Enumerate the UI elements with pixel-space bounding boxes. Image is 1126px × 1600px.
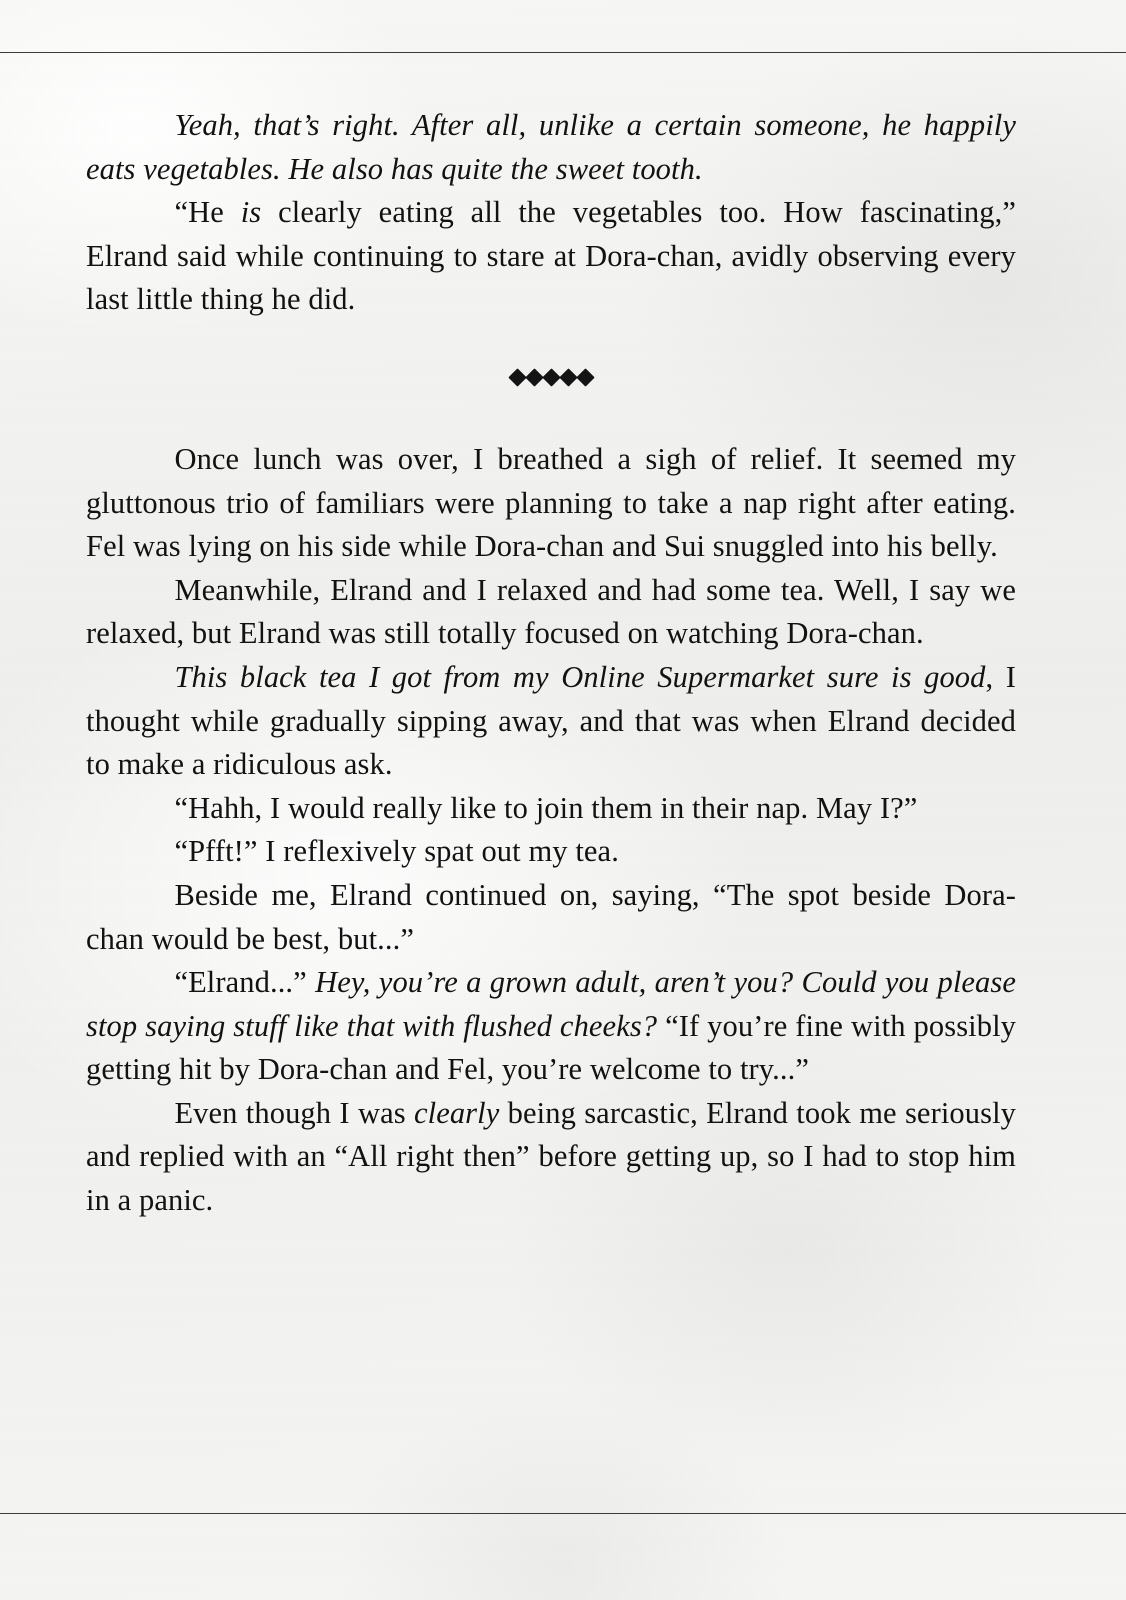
diamond-divider: [86, 366, 1016, 388]
diamond-icon: [525, 368, 543, 386]
italic-run: is: [240, 195, 262, 230]
text-run: “Hahh, I would really like to join them in their nap. May I?”: [174, 790, 918, 825]
text-run: , I thought while gradually sipping away, and that was when Elrand decided to make a ridiculous ask.: [86, 659, 1016, 782]
page-text-block: [86, 104, 1016, 1223]
text-run: “Elrand...”: [174, 965, 316, 1000]
paragraph-2: [86, 191, 1016, 322]
paragraph-10: [86, 1092, 1016, 1223]
paragraph-7: [86, 830, 1016, 874]
paragraph-4: [86, 569, 1016, 656]
italic-run: Hey, you’re a grown adult, aren’t you? Could you please stop saying stuff like that with flushed cheeks?: [86, 965, 1017, 1043]
page-top-rule: [0, 52, 1126, 53]
italic-run: clearly: [413, 1095, 500, 1130]
paragraph-1: [86, 104, 1016, 191]
text-run: “If you’re fine with possibly getting hit by Dora-chan and Fel, you’re welcome to try...”: [86, 1008, 1017, 1087]
page-bottom-rule: [0, 1513, 1126, 1514]
diamond-icon: [559, 368, 577, 386]
text-run: “He: [174, 195, 241, 230]
text-run: Even though I was: [174, 1095, 414, 1130]
italic-run: This black tea I got from my Online Supermarket sure is good: [174, 659, 986, 694]
text-run: Meanwhile, Elrand and I relaxed and had some tea. Well, I say we relaxed, but Elrand was still totally focused on watching Dora-chan.: [86, 572, 1016, 651]
text-run: clearly eating all the vegetables too. How fascinating,” Elrand said while continuing to stare at Dora-chan, avidly observing every last little thing he did.: [86, 195, 1016, 317]
text-run: “Pfft!” I reflexively spat out my tea.: [174, 834, 619, 869]
diamond-icon: [576, 368, 594, 386]
text-run: Once lunch was over, I breathed a sigh of relief. It seemed my gluttonous trio of familiars were planning to take a nap right after eating. Fel was lying on his side while Dora-chan and Sui snuggled into his belly.: [86, 441, 1016, 564]
paragraph-5: [86, 656, 1016, 787]
text-run: being sarcastic, Elrand took me seriously and replied with an “All right then” before getting up, so I had to stop him in a panic.: [86, 1095, 1016, 1218]
text-run: Beside me, Elrand continued on, saying, “The spot beside Dora-chan would be best, but...”: [86, 877, 1016, 956]
diamond-icon: [542, 368, 560, 386]
paragraph-8: [86, 874, 1016, 961]
paragraph-9: [86, 961, 1016, 1092]
paragraph-6: [86, 787, 1016, 831]
italic-run: Yeah, that’s right. After all, unlike a certain someone, he happily eats vegetables. He also has quite the sweet tooth.: [86, 108, 1016, 186]
diamond-icon: [508, 368, 526, 386]
paragraph-3: [86, 438, 1016, 569]
